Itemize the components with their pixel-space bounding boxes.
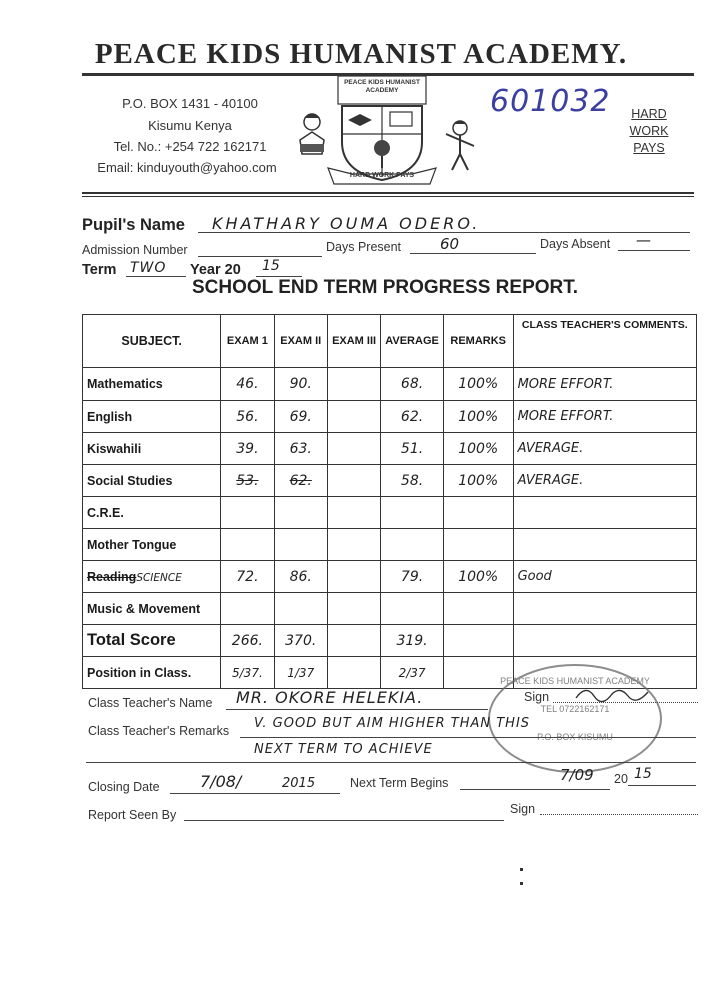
exam1-struck-value: 53.	[236, 472, 259, 489]
exam2-cell: 86.	[274, 561, 327, 593]
po-box: P.O. BOX 1431 - 40100	[122, 96, 258, 111]
remarks-cell	[443, 593, 513, 625]
next-term-year-value: 15	[634, 766, 652, 782]
subject-cell	[83, 561, 221, 593]
comment-cell	[513, 593, 696, 625]
motto	[626, 106, 672, 157]
remarks-cell	[443, 625, 513, 657]
subject-cell: Position in Class.	[83, 657, 221, 689]
motto-line-1: HARD	[631, 107, 667, 121]
progress-report-table	[82, 314, 697, 689]
table-row	[83, 497, 697, 529]
remarks-cell: 100%	[443, 401, 513, 433]
comment-cell: MORE EFFORT.	[513, 401, 696, 433]
subject-cell: Social Studies	[83, 465, 221, 497]
table-row	[83, 401, 697, 433]
teacher-name-value: MR. OKORE HELEKIA.	[236, 688, 424, 707]
exam1-cell: 39.	[221, 433, 274, 465]
comment-cell: AVERAGE.	[513, 465, 696, 497]
average-cell	[381, 529, 444, 561]
average-cell: 2/37	[381, 657, 444, 689]
subject-struck-label: Reading	[87, 569, 137, 584]
exam2-cell: 370.	[274, 625, 327, 657]
school-name: PEACE KIDS HUMANIST ACADEMY.	[94, 38, 628, 70]
exam2-cell: 90.	[274, 368, 327, 401]
comment-cell	[513, 529, 696, 561]
comment-cell: AVERAGE.	[513, 433, 696, 465]
term-value: TWO	[130, 260, 167, 276]
stamp-name: PEACE KIDS HUMANIST ACADEMY	[500, 676, 650, 686]
report-seen-line	[184, 820, 504, 821]
header-bottom-rule-thin	[82, 196, 694, 197]
exam3-cell	[327, 433, 380, 465]
header-comments: CLASS TEACHER'S COMMENTS.	[513, 315, 696, 368]
next-term-line	[460, 789, 610, 790]
admission-number-label: Admission Number	[82, 243, 188, 257]
exam3-cell	[327, 657, 380, 689]
table-row	[83, 433, 697, 465]
closing-date-label: Closing Date	[88, 780, 160, 794]
report-title: SCHOOL END TERM PROGRESS REPORT.	[191, 277, 579, 298]
email: Email: kinduyouth@yahoo.com	[97, 160, 277, 175]
sign-label: Sign	[524, 690, 550, 704]
header-exam3: EXAM III	[327, 315, 380, 368]
days-absent-value: —	[636, 231, 651, 249]
average-cell	[381, 593, 444, 625]
sign2-line	[540, 814, 698, 815]
sign2-label: Sign	[510, 802, 536, 816]
exam3-cell	[327, 561, 380, 593]
exam1-cell: 72.	[221, 561, 274, 593]
exam1-cell: 5/37.	[221, 657, 274, 689]
stamp-tel: TEL 0722162171	[540, 704, 610, 714]
header-average: AVERAGE	[381, 315, 444, 368]
days-absent-label: Days Absent	[540, 237, 611, 251]
exam3-cell	[327, 401, 380, 433]
subject-cell: Mathematics	[83, 368, 221, 401]
table-row	[83, 593, 697, 625]
subject-handwritten-label: SCIENCE	[136, 571, 182, 584]
subject-cell: Music & Movement	[83, 593, 221, 625]
teacher-name-line	[226, 709, 488, 710]
next-term-year-prefix: 20	[614, 772, 628, 786]
days-present-value: 60	[440, 235, 460, 253]
remarks-cell	[443, 497, 513, 529]
exam2-cell	[274, 529, 327, 561]
exam2-cell	[274, 465, 327, 497]
average-cell: 62.	[381, 401, 444, 433]
student-figure-icon	[440, 118, 480, 174]
exam2-cell: 69.	[274, 401, 327, 433]
exam3-cell	[327, 625, 380, 657]
year-label: Year 20	[190, 262, 241, 278]
comment-cell	[513, 625, 696, 657]
table-row	[83, 529, 697, 561]
exam1-cell	[221, 465, 274, 497]
serial-number: 601032	[490, 84, 611, 119]
comment-cell: Good	[513, 561, 696, 593]
total-score-row	[83, 625, 697, 657]
subject-cell: Kiswahili	[83, 433, 221, 465]
remarks-cell: 100%	[443, 433, 513, 465]
remarks-cell: 100%	[443, 465, 513, 497]
closing-date-line	[170, 793, 340, 794]
exam1-cell: 46.	[221, 368, 274, 401]
year-value: 15	[262, 258, 280, 274]
days-absent-line	[618, 250, 690, 251]
remarks-cell: 100%	[443, 368, 513, 401]
location: Kisumu Kenya	[148, 118, 232, 133]
next-term-year-line	[628, 785, 696, 786]
teacher-remarks-line-2	[86, 762, 696, 763]
closing-date-value: 7/08/	[200, 772, 242, 791]
term-label: Term	[82, 262, 117, 278]
header-exam1: EXAM 1	[221, 315, 274, 368]
average-cell: 68.	[381, 368, 444, 401]
teacher-remarks-label: Class Teacher's Remarks	[88, 724, 230, 738]
comment-cell: MORE EFFORT.	[513, 368, 696, 401]
exam3-cell	[327, 529, 380, 561]
exam3-cell	[327, 368, 380, 401]
subject-cell: Total Score	[83, 625, 221, 657]
crest-banner-text: HARD WORK PAYS	[349, 172, 415, 179]
comment-cell	[513, 497, 696, 529]
remarks-cell	[443, 529, 513, 561]
exam1-cell	[221, 593, 274, 625]
header-bottom-rule	[82, 192, 694, 194]
exam1-cell	[221, 529, 274, 561]
exam3-cell	[327, 497, 380, 529]
days-present-label: Days Present	[326, 240, 402, 254]
stamp-box: P.O. BOX KISUMU	[537, 732, 613, 742]
average-cell: 58.	[381, 465, 444, 497]
teacher-remarks-value-1: V. GOOD BUT AIM HIGHER THAN THIS	[254, 716, 531, 731]
pupil-name-label: Pupil's Name	[82, 216, 185, 234]
subject-cell: Mother Tongue	[83, 529, 221, 561]
exam2-cell: 1/37	[274, 657, 327, 689]
teacher-remarks-line-1	[240, 737, 696, 738]
exam1-cell: 266.	[221, 625, 274, 657]
exam1-cell	[221, 497, 274, 529]
closing-year-value: 2015	[282, 776, 316, 791]
teacher-name-label: Class Teacher's Name	[88, 696, 213, 710]
header-subject: SUBJECT.	[83, 315, 221, 368]
average-cell: 319.	[381, 625, 444, 657]
next-term-label: Next Term Begins	[350, 776, 449, 790]
remarks-cell: 100%	[443, 561, 513, 593]
next-term-value: 7/09	[560, 766, 594, 784]
exam3-cell	[327, 593, 380, 625]
admission-number-line	[198, 256, 322, 257]
average-cell: 51.	[381, 433, 444, 465]
table-row	[83, 561, 697, 593]
exam2-cell: 63.	[274, 433, 327, 465]
days-present-line	[410, 253, 536, 254]
exam3-cell	[327, 465, 380, 497]
exam1-cell: 56.	[221, 401, 274, 433]
table-row	[83, 368, 697, 401]
table-header-row	[83, 315, 697, 368]
average-cell: 79.	[381, 561, 444, 593]
crest-top-text: PEACE KIDS HUMANIST ACADEMY	[344, 79, 420, 94]
motto-line-2: WORK	[629, 124, 669, 138]
teacher-signature-icon	[572, 682, 652, 704]
table-row	[83, 465, 697, 497]
scan-speck	[520, 868, 523, 871]
report-seen-label: Report Seen By	[88, 808, 177, 822]
telephone: Tel. No.: +254 722 162171	[113, 139, 267, 154]
teacher-remarks-value-2: NEXT TERM TO ACHIEVE	[254, 742, 433, 757]
exam2-struck-value: 62.	[289, 472, 312, 489]
average-cell	[381, 497, 444, 529]
pupil-name-value: KHATHARY OUMA ODERO.	[212, 214, 481, 233]
header-remarks: REMARKS	[443, 315, 513, 368]
subject-cell: C.R.E.	[83, 497, 221, 529]
motto-line-3: PAYS	[633, 141, 665, 155]
header-exam2: EXAM II	[274, 315, 327, 368]
subject-cell: English	[83, 401, 221, 433]
exam2-cell	[274, 593, 327, 625]
exam2-cell	[274, 497, 327, 529]
scan-speck	[520, 882, 523, 885]
